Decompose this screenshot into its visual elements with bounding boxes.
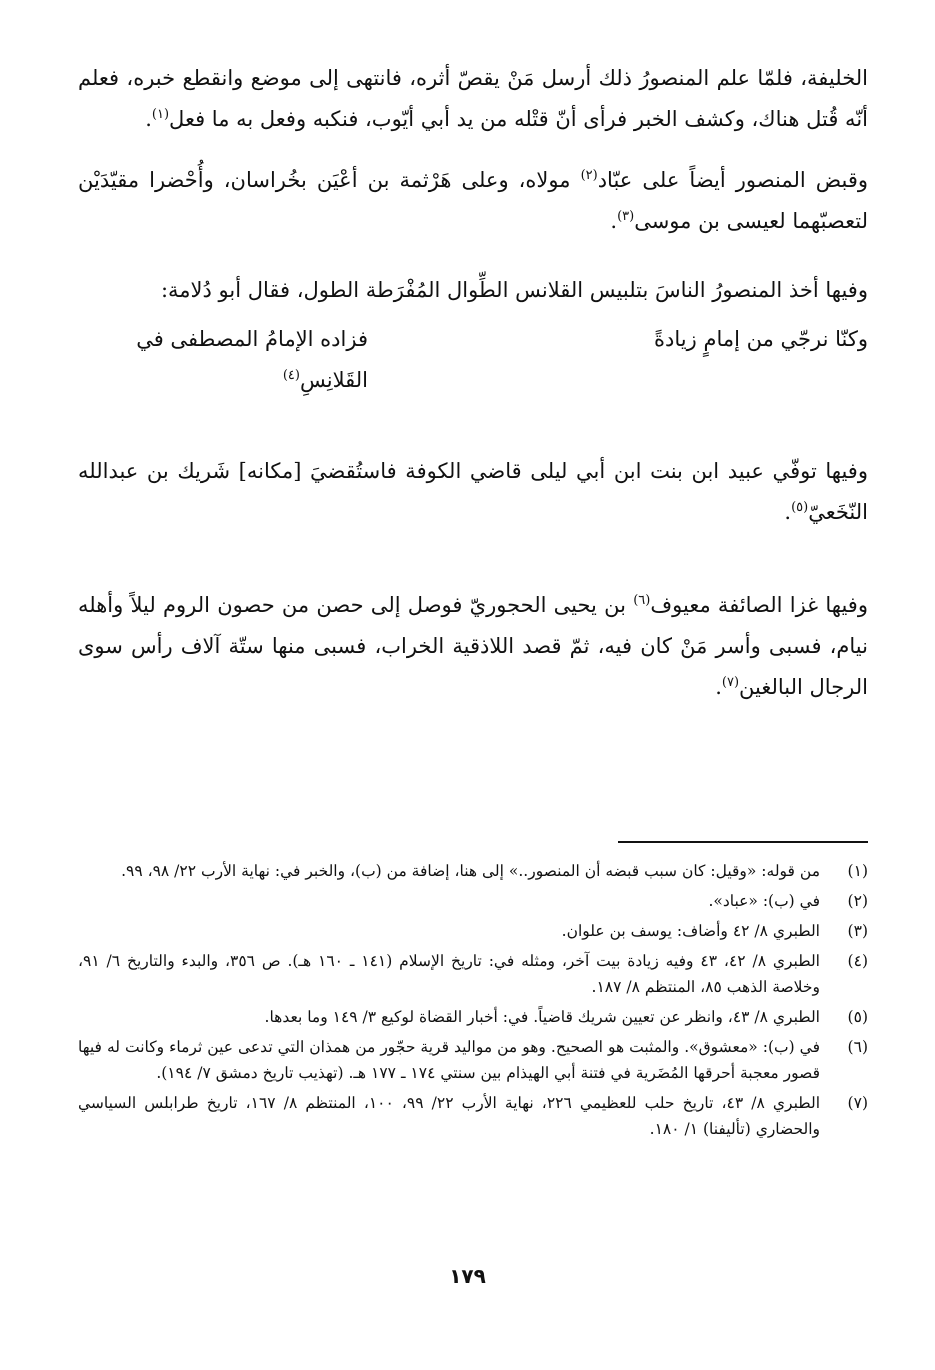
main-text bbox=[78, 58, 868, 708]
footnote-text: في (ب): «عباد». bbox=[708, 892, 820, 910]
paragraph-1 bbox=[78, 58, 868, 140]
footnote-7 bbox=[78, 1090, 868, 1142]
paragraph-5-text-b: بن يحيى الحجوريّ فوصل إلى حصن من حصون الروم ليلاً وأهله نيام، فسبى وأسر مَنْ كان فيه، ثمّ قصد اللاذقية الخراب، فسبى منها ستّة آلاف رأس سوى الرجال البالغين bbox=[78, 593, 868, 699]
paragraph-1-end: . bbox=[145, 107, 152, 131]
footnote-text: الطبري ٨/ ٤٢ وأضاف: يوسف بن علوان. bbox=[561, 922, 820, 940]
verse-hemistich-2-text: فزاده الإمامُ المصطفى في القَلانِسِ bbox=[136, 327, 368, 392]
footnote-3 bbox=[78, 918, 868, 944]
paragraph-3: وفيها أخذ المنصورُ الناسَ بتلبيس القلانس الطِّوال المُفْرَطة الطول، فقال أبو دُلامة: bbox=[160, 278, 868, 302]
footnote-ref-3: (٣) bbox=[617, 209, 635, 224]
footnote-text: من قوله: «وقيل: كان سبب قبضه أن المنصور..» إلى هنا، إضافة من (ب)، والخبر في: نهاية الأرب ٢٢/ ٩٨، ٩٩. bbox=[121, 862, 820, 880]
paragraph-5-text-a: وفيها غزا الصائفة معيوف bbox=[650, 593, 868, 617]
footnote-6 bbox=[78, 1034, 868, 1086]
paragraph-2-text-a: وقبض المنصور أيضاً على عبّاد bbox=[597, 168, 868, 192]
footnote-ref-4: (٤) bbox=[282, 368, 300, 383]
footnote-number: (٤) bbox=[847, 952, 868, 970]
footnotes bbox=[78, 858, 868, 1146]
footnote-ref-5: (٥) bbox=[791, 500, 809, 515]
footnote-number: (٧) bbox=[847, 1094, 868, 1112]
footnote-number: (١) bbox=[847, 862, 868, 880]
footnote-ref-7: (٧) bbox=[721, 675, 740, 690]
footnote-text: الطبري ٨/ ٤٣، وانظر عن تعيين شريك قاضياً. في: أخبار القضاة لوكيع ٣/ ١٤٩ وما بعدها. bbox=[264, 1008, 820, 1026]
footnote-ref-6: (٦) bbox=[633, 593, 651, 608]
paragraph-5-end: . bbox=[715, 675, 722, 699]
footnote-5 bbox=[78, 1004, 868, 1030]
paragraph-4 bbox=[78, 451, 868, 533]
footnote-number: (٦) bbox=[847, 1038, 868, 1056]
footnote-2 bbox=[78, 888, 868, 914]
footnote-ref-2: (٢) bbox=[580, 168, 598, 183]
footnote-1 bbox=[78, 858, 868, 884]
paragraph-5 bbox=[78, 585, 868, 708]
paragraph-1-text: الخليفة، فلمّا علم المنصورُ ذلك أرسل مَنْ يقصّ أثره، فانتهى إلى موضع وانقطع خبره، فعلم أنّه قُتل هناك، وكشف الخبر فرأى أنّ قتْله من يد أبي أيّوب، فنكبه وفعل به ما فعل bbox=[78, 66, 868, 131]
footnote-number: (٢) bbox=[847, 892, 868, 910]
verse-hemistich-2 bbox=[78, 319, 368, 401]
footnote-separator bbox=[618, 841, 868, 843]
paragraph-2-end: . bbox=[610, 209, 618, 233]
paragraph-4-text: وفيها توفّي عبيد ابن بنت ابن أبي ليلى قاضي الكوفة فاستُقضيَ [مكانه] شَريك بن عبدالله النّخَعيّ bbox=[78, 459, 868, 524]
footnote-text: في (ب): «معشوق». والمثبت هو الصحيح. وهو من مواليد قرية حجّور من همذان التي تدعى عين ثرماء وكانت له فيها قصور معجبة أحرقها المُضَرية في فتنة أبي الهيذام بين سنتي ١٧٤ ـ ١٧٧ هـ. (تهذيب تاريخ دمشق ٧/ ١٩٤). bbox=[78, 1038, 820, 1082]
poetry-verse bbox=[78, 319, 868, 401]
footnote-4 bbox=[78, 948, 868, 1000]
verse-hemistich-1: وكنّا نرجّي من إمامٍ زيادةً bbox=[654, 327, 868, 351]
footnote-text: الطبري ٨/ ٤٢، ٤٣ وفيه زيادة بيت آخر، ومثله في: تاريخ الإسلام (١٤١ ـ ١٦٠ هـ). ص ٣٥٦، والبدء والتاريخ ٦/ ٩١، وخلاصة الذهب ٨٥، المنتظم ٨/ ١٨٧. bbox=[78, 952, 820, 996]
footnote-number: (٥) bbox=[847, 1008, 868, 1026]
footnote-text: الطبري ٨/ ٤٣، تاريخ حلب للعظيمي ٢٢٦، نهاية الأرب ٢٢/ ٩٩، ١٠٠، المنتظم ٨/ ١٦٧، تاريخ طرابلس السياسي والحضاري (تأليفنا) ١/ ١٨٠. bbox=[78, 1094, 820, 1138]
paragraph-2 bbox=[78, 160, 868, 242]
paragraph-2-text-b: مولاه، وعلى هَرْثمة بن أعْيَن بخُراسان، وأُحْضرا مقيّدَيْن لتعصبّهما لعيسى بن موسى bbox=[78, 168, 868, 233]
paragraph-4-end: . bbox=[784, 500, 792, 524]
footnote-ref-1: (١) bbox=[151, 107, 170, 122]
page-number: ١٧٩ bbox=[449, 1264, 486, 1288]
footnote-number: (٣) bbox=[847, 922, 868, 940]
